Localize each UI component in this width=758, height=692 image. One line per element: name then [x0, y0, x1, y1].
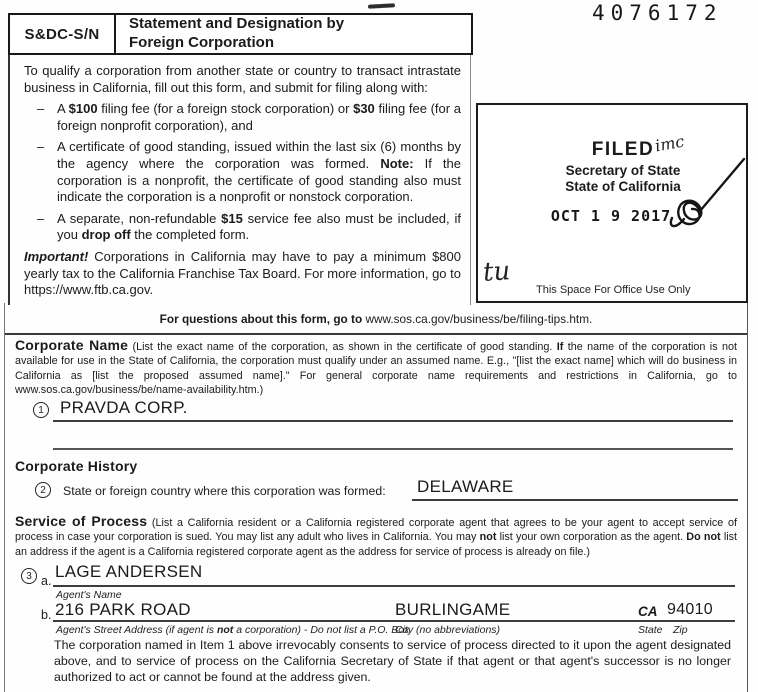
questions-line: For questions about this form, go to www.sos.ca.gov/business/be/filing-tips.htm. [159, 312, 593, 326]
agent-city-value: BURLINGAME [395, 600, 511, 619]
agent-state-caption: State [638, 624, 663, 636]
agent-city-caption: City (no abbreviations) [395, 624, 501, 636]
service-of-process-description: Service of Process (List a California resident or a California registered corporate agent that agrees to be your agent to accept service of process in case your corporation is sued. You may list any adult who lives in California. You may not list your own corporation as the agent. Do not list an address if the agent is a California registered corporate agent as the address for service of process is already on file.) [15, 513, 738, 558]
corporate-name-description: Corporate Name (List the exact name of the corporation, as shown in the certificate of good standing. If the name of the corporation is not available for use in the State of California, the corporation must qualify under an assumed name. E.g., "[list the exact name] which will do business in California as [list the proposed assumed name]." For general corporate name requirements and restrictions in California, go to www.sos.ca.gov/business/be/name-availability.htm.) [15, 337, 737, 396]
bullet-1-text: A $100 filing fee (for a foreign stock corporation) or $30 filing fee (for a foreign nonprofit corporation), and [57, 101, 461, 133]
instructions-box [8, 55, 471, 305]
agent-name-caption: Agent's Name [56, 589, 122, 601]
handwritten-mark: tu [481, 256, 512, 288]
signature-scribble-icon [656, 153, 748, 249]
corporate-name-value: PRAVDA CORP. [60, 398, 188, 417]
corporate-name-blank-line [53, 448, 733, 450]
important-note: Important! Corporations in California may have to pay a minimum $800 yearly tax to the California Franchise Tax Board. For more information, go to https://www.ftb.ca.gov. [24, 248, 461, 298]
form-title-line2: Foreign Corporation [129, 34, 274, 51]
agent-name-value: LAGE ANDERSEN [55, 562, 203, 581]
agent-street-value: 216 PARK ROAD [55, 600, 191, 619]
instruction-bullet-2 [24, 139, 461, 205]
form-title-line1: Statement and Designation by [129, 15, 345, 33]
document-stamp-number: 4076172 [592, 1, 723, 25]
form-body [4, 303, 748, 692]
bullet-3-text: A separate, non-refundable $15 service fee also must be included, if you drop off the completed form. [57, 210, 461, 243]
corporate-name-underline [53, 420, 733, 422]
item-1-number: 1 [33, 402, 49, 418]
corporate-history-heading: Corporate History [15, 458, 138, 474]
item-3b-label: b. [41, 608, 52, 622]
instructions-intro: To qualify a corporation from another state or country to transact intrastate business in California, fill out this form, and submit for filing along with: [24, 63, 461, 95]
instruction-bullet-3 [24, 211, 461, 244]
section-divider [5, 333, 747, 335]
item-3a-label: a. [41, 574, 52, 588]
agent-name-underline [53, 585, 735, 587]
filed-stamp-line1: Secretary of State [565, 163, 681, 178]
scan-artifact [368, 3, 395, 8]
agent-zip-value: 94010 [667, 601, 713, 618]
formation-state-value: DELAWARE [417, 477, 514, 496]
agent-state-value: CA [638, 604, 658, 619]
agent-street-caption: Agent's Street Address (if agent is not a corporation) - Do not list a P.O. Box [56, 624, 410, 636]
consent-paragraph: The corporation named in Item 1 above irrevocably consents to service of process directed to it upon the agent designated above, and to service of process on the California Secretary of State if that agent or that agent's successor is no longer authorized to act or cannot be found at the address given. [54, 638, 731, 684]
agent-address-underline [53, 620, 735, 622]
form-code: S&DC-S/N [10, 15, 116, 53]
bullet-dash: – [37, 101, 45, 117]
bullet-dash: – [37, 210, 45, 226]
formation-state-label: State or foreign country where this corporation was formed: [63, 484, 386, 498]
form-header [8, 13, 473, 55]
office-use-box [476, 103, 748, 303]
office-use-caption: This Space For Office Use Only [536, 284, 691, 296]
handwritten-clerk-initials: imc [653, 131, 686, 156]
filed-label: FILED [591, 139, 655, 160]
filed-date-stamp: OCT 1 9 2017 [550, 207, 672, 225]
filed-stamp-line2: State of California [565, 179, 681, 195]
item-3-number: 3 [21, 568, 37, 584]
instruction-bullet-1 [24, 101, 461, 134]
form-title [116, 15, 471, 53]
bullet-dash: – [37, 139, 45, 155]
item-2-number: 2 [35, 482, 51, 498]
agent-zip-caption: Zip [673, 624, 688, 636]
formation-state-underline [412, 499, 738, 501]
bullet-2-text: A certificate of good standing, issued within the last six (6) months by the agency where the corporation was formed. Note: If the corporation is a nonprofit, the certificate of good standing also must indicate the corporation is a nonprofit or nonstock corporation. [57, 139, 461, 205]
